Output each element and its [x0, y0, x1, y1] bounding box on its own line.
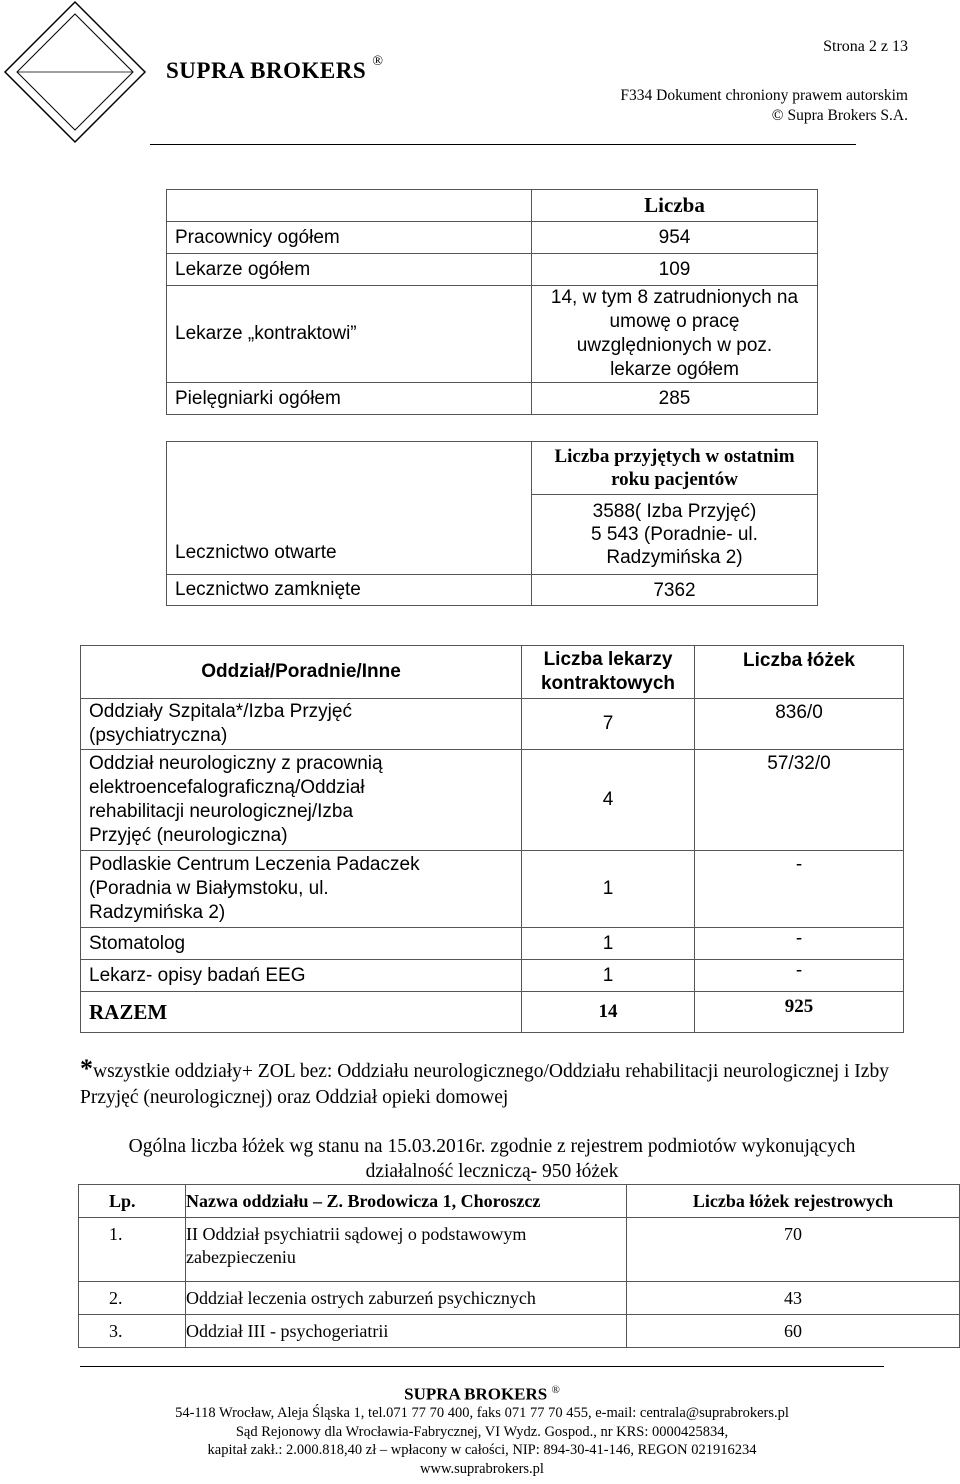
row-label: Pracownicy ogółem: [167, 222, 532, 254]
table-row: [167, 286, 818, 383]
row-label: Lekarze ogółem: [167, 254, 532, 286]
table-row: [167, 254, 818, 286]
department-name: Oddział III - psychogeriatrii: [186, 1315, 627, 1348]
row-value: 14, w tym 8 zatrudnionych na umowę o pracę uwzględnionych w poz. lekarze ogółem: [532, 286, 818, 383]
page-number: Strona 2 z 13: [823, 38, 908, 55]
row-value: 109: [532, 254, 818, 286]
patients-table: [166, 441, 818, 606]
table-row: [79, 1315, 960, 1348]
bed-count: 60: [627, 1315, 960, 1348]
department-name: Oddział leczenia ostrych zaburzeń psychicznych: [186, 1282, 627, 1315]
column-header: Liczba łóżek: [695, 646, 904, 699]
table-row: [81, 699, 904, 750]
table-row: [79, 1282, 960, 1315]
bed-count: -: [695, 960, 904, 992]
table-header-row: [79, 1185, 960, 1218]
table-row: [167, 383, 818, 415]
column-header: Liczba: [532, 190, 818, 222]
column-header: Lp.: [79, 1185, 186, 1218]
company-logo: [0, 0, 180, 160]
table-row: [81, 928, 904, 960]
department-name: Oddział neurologiczny z pracownią elektroencefalograficzną/Oddział rehabilitacji neurologicznej/Izba Przyjęć (neurologiczna): [81, 750, 522, 851]
copyright-note: F334 Dokument chroniony prawem autorskim © Supra Brokers S.A.: [620, 87, 908, 124]
table-row: [81, 851, 904, 928]
department-name: Podlaskie Centrum Leczenia Padaczek (Poradnia w Białymstoku, ul. Radzymińska 2): [81, 851, 522, 928]
row-value: 285: [532, 383, 818, 415]
table-row: [167, 222, 818, 254]
brand-name: SUPRA BROKERS ®: [166, 54, 384, 83]
footer: [80, 1381, 884, 1478]
footer-court: Sąd Rejonowy dla Wrocławia-Fabrycznej, VI Wydz. Gospod., nr KRS: 0000425834,: [235, 1423, 729, 1440]
table-header-row: [81, 646, 904, 699]
total-beds: 925: [695, 992, 904, 1033]
row-label: Pielęgniarki ogółem: [167, 383, 532, 415]
column-header: Liczba przyjętych w ostatnim roku pacjentów: [532, 442, 818, 495]
bed-count: 70: [627, 1218, 960, 1282]
row-label: Lecznictwo otwarte: [167, 442, 532, 575]
total-doctors: 14: [522, 992, 695, 1033]
table-row: [167, 575, 818, 606]
bed-count: 836/0: [695, 699, 904, 750]
doctor-count: 1: [522, 928, 695, 960]
footer-brand: SUPRA BROKERS ®: [404, 1384, 560, 1404]
beds-summary: Ogólna liczba łóżek wg stanu na 15.03.2016r. zgodnie z rejestrem podmiotów wykonujących działalność leczniczą- 950 łóżek: [128, 1136, 856, 1182]
department-name: Oddziały Szpitala*/Izba Przyjęć (psychiatryczna): [81, 699, 522, 750]
bed-count: -: [695, 928, 904, 960]
row-number: 3.: [79, 1315, 186, 1348]
row-value: 954: [532, 222, 818, 254]
header-divider: [150, 144, 856, 145]
total-label: RAZEM: [81, 992, 522, 1033]
table-row: [81, 750, 904, 851]
row-number: 2.: [79, 1282, 186, 1315]
registered-beds-table: [78, 1184, 960, 1348]
footer-capital: kapitał zakł.: 2.000.818,40 zł – wpłacony w całości, NIP: 894-30-41-146, REGON 021916234: [207, 1442, 757, 1459]
bed-count: 43: [627, 1282, 960, 1315]
table-row: [167, 190, 818, 222]
footer-address: 54-118 Wrocław, Aleja Śląska 1, tel.071 77 70 400, faks 071 77 70 455, e-mail: centrala@suprabrokers.pl: [175, 1405, 789, 1422]
department-name: II Oddział psychiatrii sądowej o podstawowym zabezpieczeniu: [186, 1218, 627, 1282]
doctor-count: 1: [522, 960, 695, 992]
table-row: [167, 442, 818, 495]
doctor-count: 1: [522, 851, 695, 928]
row-label: Lecznictwo zamknięte: [167, 575, 532, 606]
table-row: [81, 960, 904, 992]
footnote: *wszystkie oddziały+ ZOL bez: Oddziału neurologicznego/Oddziału rehabilitacji neurologicznej i Izby Przyjęć (neurologicznej) oraz Oddział opieki domowej: [80, 1054, 889, 1108]
doctor-count: 4: [522, 750, 695, 851]
column-header: Liczba lekarzy kontraktowych: [522, 646, 695, 699]
departments-table: [80, 645, 904, 1033]
row-number: 1.: [79, 1218, 186, 1282]
table-row: [79, 1218, 960, 1282]
staff-table: [166, 189, 818, 415]
row-value: 7362: [532, 575, 818, 606]
column-header: Liczba łóżek rejestrowych: [627, 1185, 960, 1218]
row-value: 3588( Izba Przyjęć) 5 543 (Poradnie- ul. Radzymińska 2): [532, 495, 818, 575]
footer-website[interactable]: www.suprabrokers.pl: [420, 1460, 544, 1477]
bed-count: -: [695, 851, 904, 928]
department-name: Lekarz- opisy badań EEG: [81, 960, 522, 992]
department-name: Stomatolog: [81, 928, 522, 960]
doctor-count: 7: [522, 699, 695, 750]
column-header: Oddział/Poradnie/Inne: [81, 646, 522, 699]
footer-divider: [80, 1366, 884, 1367]
bed-count: 57/32/0: [695, 750, 904, 851]
total-row: [81, 992, 904, 1033]
row-label: Lekarze „kontraktowi”: [167, 286, 532, 383]
column-header: Nazwa oddziału – Z. Brodowicza 1, Choroszcz: [186, 1185, 627, 1218]
